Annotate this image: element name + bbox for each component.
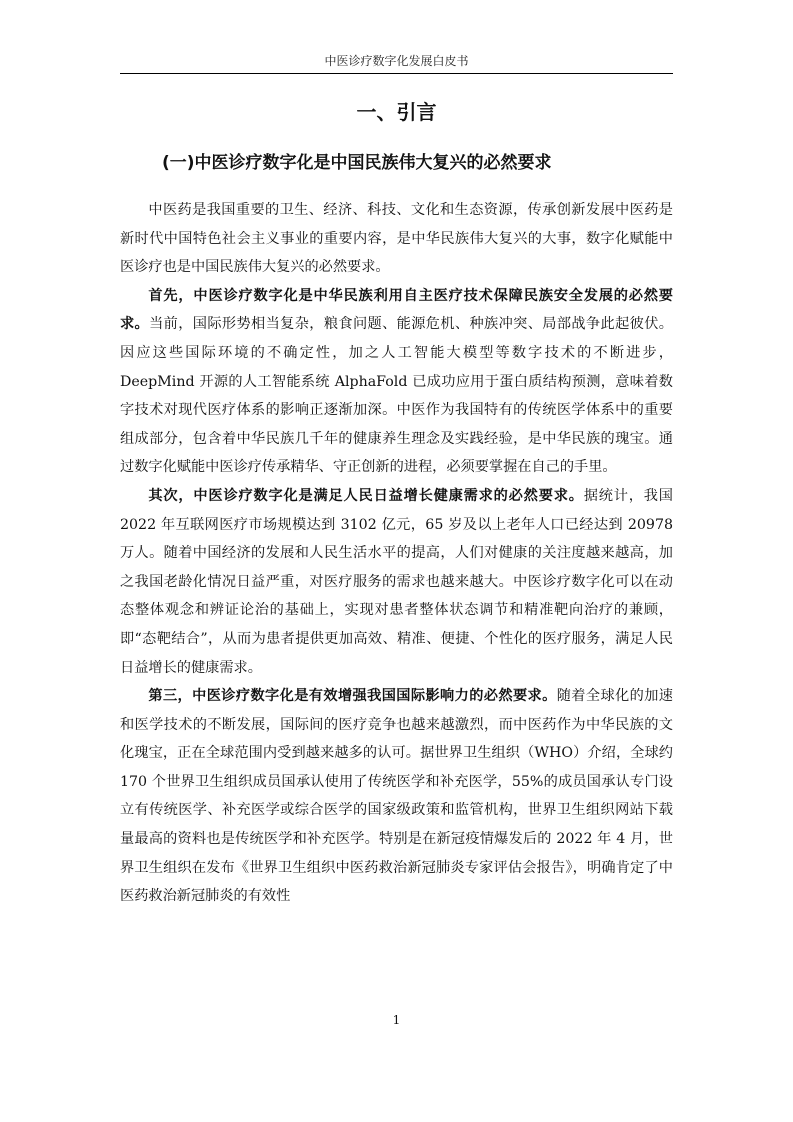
paragraph-text: 中医药是我国重要的卫生、经济、科技、文化和生态资源，传承创新发展中医药是新时代中国特色社会主义事业的重要内容，是中华民族伟大复兴的大事，数字化赋能中医诊疗也是中国民族伟大复兴的必然要求。: [120, 202, 673, 276]
paragraph: [120, 196, 673, 282]
running-header: 中医诊疗数字化发展白皮书: [324, 54, 469, 68]
paragraph: [120, 482, 673, 682]
paragraph-text: 据统计，我国 2022 年互联网医疗市场规模达到 3102 亿元，65 岁及以上老年人口已经达到 20978 万人。随着中国经济的发展和人民生活水平的提高，人们对健康的关注度越来越高，加之我国老龄化情况日益严重，对医疗服务的需求也越来越大。中医诊疗数字化可以在动态整体观念和辨证论治的基础上，实现对患者整体状态调节和精准靶向治疗的兼顾，即“态靶结合”，从而为患者提供更加高效、精准、便捷、个性化的医疗服务，满足人民日益增长的健康需求。: [120, 487, 673, 676]
paragraph: [120, 282, 673, 482]
chapter-title: 一、引言: [356, 100, 437, 124]
paragraph-lead: 其次，中医诊疗数字化是满足人民日益增长健康需求的必然要求。: [148, 487, 584, 504]
paragraph-text: 当前，国际形势相当复杂，粮食问题、能源危机、种族冲突、局部战争此起彼伏。因应这些国际环境的不确定性，加之人工智能大模型等数字技术的不断进步，DeepMind 开源的人工智能系统 AlphaFold 已成功应用于蛋白质结构预测，意味着数字技术对现代医疗体系的影响正逐渐加深。中医作为我国特有的传统医学体系中的重要组成部分，包含着中华民族几千年的健康养生理念及实践经验，是中华民族的瑰宝。通过数字化赋能中医诊疗传承精华、守正创新的进程，必须要掌握在自己的手里。: [120, 316, 673, 476]
paragraph: [120, 682, 673, 911]
header-rule: [120, 73, 673, 74]
paragraph-lead: 首先，中医诊疗数字化是中华民族利用自主医疗技术保障民族安全发展的必然要求。: [120, 287, 673, 333]
page-number: 1: [392, 1013, 401, 1027]
section-title: (一)中医诊疗数字化是中国民族伟大复兴的必然要求: [162, 153, 552, 173]
body-text: [120, 196, 673, 911]
paragraph-lead: 第三，中医诊疗数字化是有效增强我国国际影响力的必然要求。: [148, 688, 557, 705]
paragraph-text: 随着全球化的加速和医学技术的不断发展，国际间的医疗竞争也越来越激烈，而中医药作为中华民族的文化瑰宝，正在全球范围内受到越来越多的认可。据世界卫生组织（WHO）介绍，全球约 170 个世界卫生组织成员国承认使用了传统医学和补充医学，55%的成员国承认专门设立有传统医学、补充医学或综合医学的国家级政策和监管机构，世界卫生组织网站下载量最高的资料也是传统医学和补充医学。特别是在新冠疫情爆发后的 2022 年 4 月，世界卫生组织在发布《世界卫生组织中医药救治新冠肺炎专家评估会报告》，明确肯定了中医药救治新冠肺炎的有效性: [120, 688, 673, 905]
